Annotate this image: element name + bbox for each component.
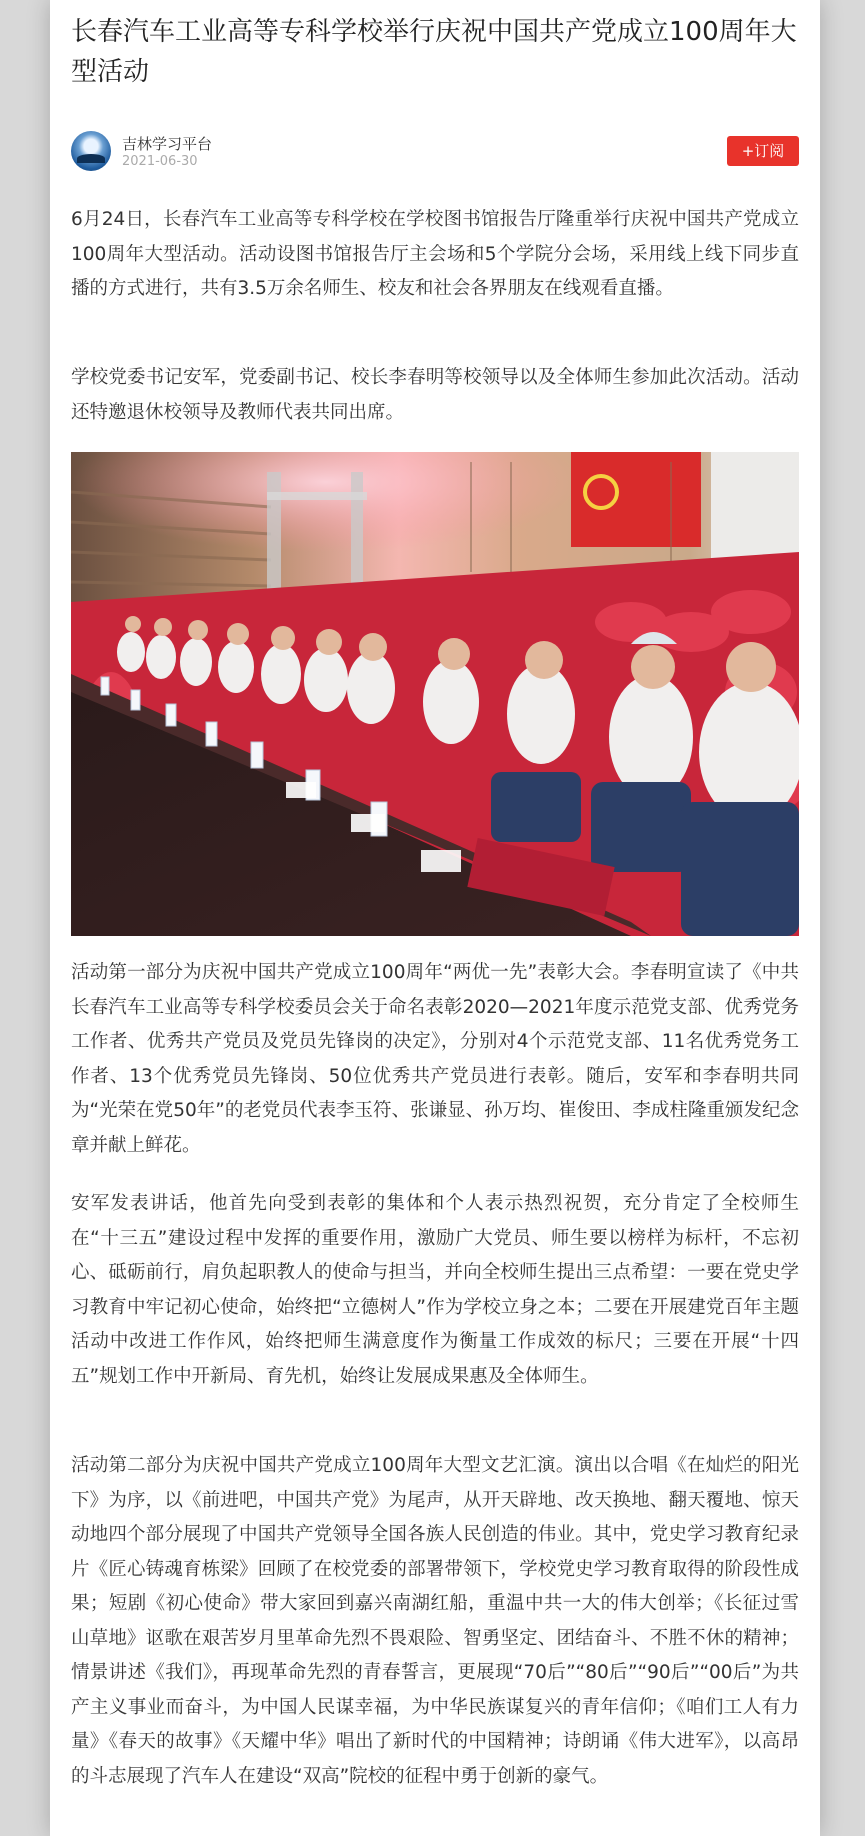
author-name[interactable]: 吉林学习平台 xyxy=(122,135,213,153)
article-page xyxy=(50,0,820,1836)
article-paragraph: 活动第二部分为庆祝中国共产党成立100周年大型文艺汇演。演出以合唱《在灿烂的阳光下》为序，以《前进吧，中国共产党》为尾声，从开天辟地、改天换地、翻天覆地、惊天动地四个部分展现了中国共产党领导全国各族人民创造的伟业。其中，党史学习教育纪录片《匠心铸魂育栋梁》回顾了在校党委的部署带领下，学校党史学习教育取得的阶段性成果；短剧《初心使命》带大家回到嘉兴南湖红船，重温中共一大的伟大创举；《长征过雪山草地》讴歌在艰苦岁月里革命先烈不畏艰险、智勇坚定、团结奋斗、不胜不休的精神；情景讲述《我们》，再现革命先烈的青春誓言，更展现“70后”“80后”“90后”“00后”为共产主义事业而奋斗，为中国人民谋幸福，为中华民族谋复兴的青年信仰；《咱们工人有力量》《春天的故事》《天耀中华》唱出了新时代的中国精神；诗朗诵《伟大进军》，以高昂的斗志展现了汽车人在建设“双高”院校的征程中勇于创新的豪气。 xyxy=(71,1455,799,1787)
article-paragraph: 活动第一部分为庆祝中国共产党成立100周年“两优一先”表彰大会。李春明宣读了《中共长春汽车工业高等专科学校委员会关于命名表彰2020—2021年度示范党支部、优秀党务工作者、优秀共产党员及党员先锋岗的决定》，分别对4个示范党支部、11名优秀党务工作者、13个优秀党员先锋岗、50位优秀共产党员进行表彰。随后，安军和李春明共同为“光荣在党50年”的老党员代表李玉符、张谦显、孙万均、崔俊田、李成柱隆重颁发纪念章并献上鲜花。 xyxy=(71,962,799,1156)
article-paragraph: 6月24日，长春汽车工业高等专科学校在学校图书馆报告厅隆重举行庆祝中国共产党成立100周年大型活动。活动设图书馆报告厅主会场和5个学院分会场，采用线上线下同步直播的方式进行，共有3.5万余名师生、校友和社会各界朋友在线观看直播。 xyxy=(71,209,799,299)
event-photo xyxy=(71,452,799,936)
article-paragraph: 学校党委书记安军，党委副书记、校长李春明等校领导以及全体师生参加此次活动。活动还特邀退休校领导及教师代表共同出席。 xyxy=(71,367,799,423)
subscribe-button[interactable]: +订阅 xyxy=(727,136,799,166)
author-avatar[interactable] xyxy=(71,131,111,171)
publish-date: 2021-06-30 xyxy=(122,154,198,169)
article-title: 长春汽车工业高等专科学校举行庆祝中国共产党成立100周年大型活动 xyxy=(71,17,797,87)
article-paragraph: 安军发表讲话，他首先向受到表彰的集体和个人表示热烈祝贺，充分肯定了全校师生在“十三五”建设过程中发挥的重要作用，激励广大党员、师生要以榜样为标杆，不忘初心、砥砺前行，肩负起职教人的使命与担当，并向全校师生提出三点希望：一要在党史学习教育中牢记初心使命，始终把“立德树人”作为学校立身之本；二要在开展建党百年主题活动中改进工作作风，始终把师生满意度作为衡量工作成效的标尺；三要在开展“十四五”规划工作中开新局、育先机，始终让发展成果惠及全体师生。 xyxy=(71,1193,799,1387)
